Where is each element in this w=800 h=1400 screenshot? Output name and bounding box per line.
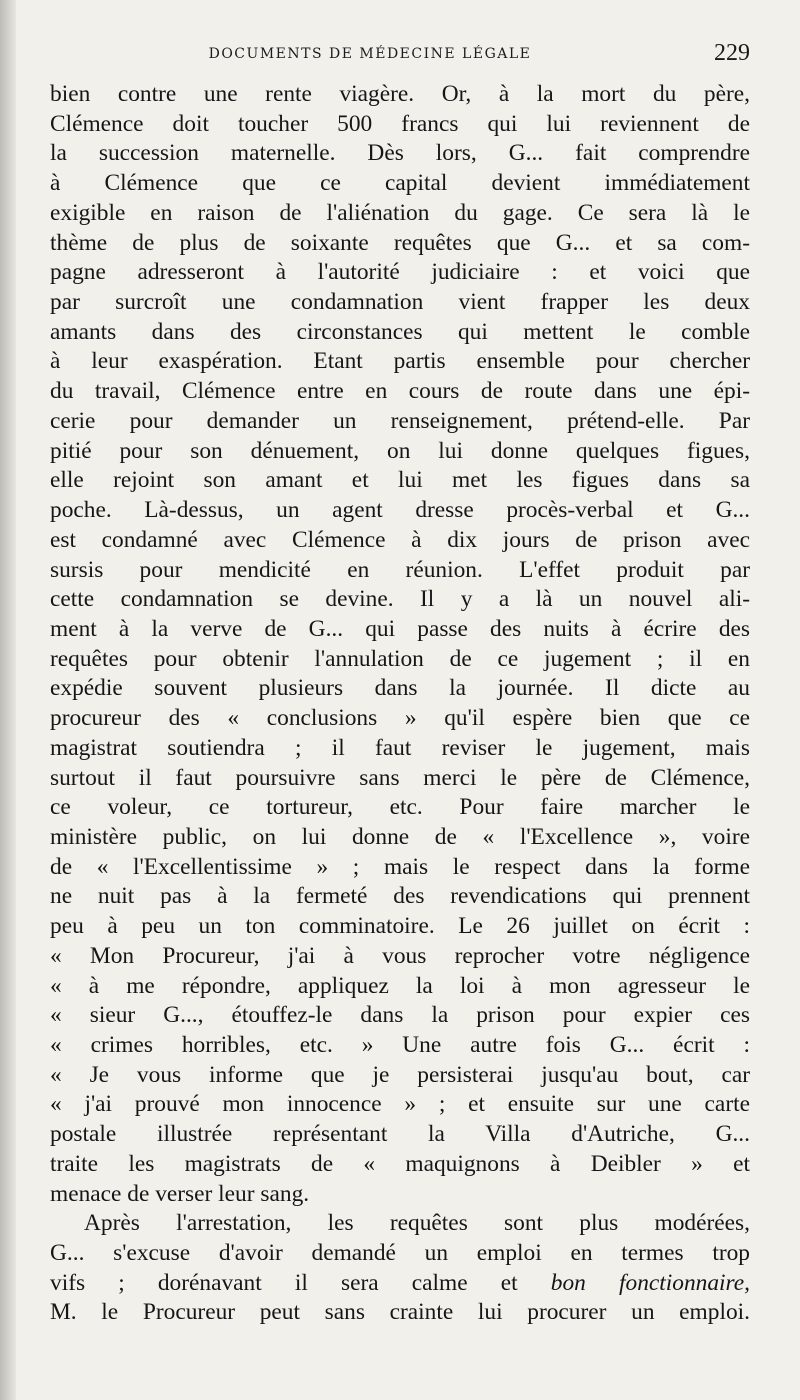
text-line: ministère public, on lui donne de « l'Excellence », voire <box>50 823 750 850</box>
text-line: « Mon Procureur, j'ai à vous reprocher votre négligence <box>50 942 750 969</box>
text-line: procureur des « conclusions » qu'il espère bien que ce <box>50 705 750 732</box>
text-line: du travail, Clémence entre en cours de route dans une épi- <box>50 378 750 405</box>
text-line: surtout il faut poursuivre sans merci le père de Clémence, <box>50 764 750 791</box>
text-line: elle rejoint son amant et lui met les figues dans sa <box>50 467 750 494</box>
text-line: expédie souvent plusieurs dans la journée. Il dicte au <box>50 675 750 702</box>
text-line: à Clémence que ce capital devient immédiatement <box>50 170 750 197</box>
text-line: cette condamnation se devine. Il y a là un nouvel ali- <box>50 586 750 613</box>
text-line: bien contre une rente viagère. Or, à la mort du père, <box>50 81 750 107</box>
text-line: ne nuit pas à la fermeté des revendications qui prennent <box>50 883 750 910</box>
text-line: cerie pour demander un renseignement, prétend-elle. Par <box>50 407 750 434</box>
text-line: poche. Là-dessus, un agent dresse procès-verbal et G... <box>50 497 750 524</box>
text-line: traite les magistrats de « maquignons à Deibler » et <box>50 1150 750 1177</box>
text-line: peu à peu un ton comminatoire. Le 26 juillet on écrit : <box>50 913 750 940</box>
text-line: sursis pour mendicité en réunion. L'effet produit par <box>50 556 750 583</box>
text-line-with-emphasis <box>50 1269 750 1299</box>
text-line: « crimes horribles, etc. » Une autre fois G... écrit : <box>50 1032 750 1058</box>
text-line: de « l'Excellentissime » ; mais le respect dans la forme <box>50 853 750 880</box>
text-line: thème de plus de soixante requêtes que G... et sa com- <box>50 229 750 256</box>
paragraph-2 <box>50 1209 750 1328</box>
text-line: Clémence doit toucher 500 francs qui lui reviennent de <box>50 110 750 137</box>
text-line: « sieur G..., étouffez-le dans la prison pour expier ces <box>50 1002 750 1029</box>
text-segment: vifs ; dorénavant il sera calme et <box>50 1269 518 1296</box>
text-line: M. le Procureur peut sans crainte lui procurer un emploi. <box>50 1299 750 1326</box>
text-line: « j'ai prouvé mon innocence » ; et ensuite sur une carte <box>50 1091 750 1118</box>
text-line: requêtes pour obtenir l'annulation de ce jugement ; il en <box>50 645 750 672</box>
text-line: pagne adresseront à l'autorité judiciaire : et voici que <box>50 259 750 286</box>
page-gutter-shadow <box>0 0 16 1400</box>
text-line: menace de verser leur sang. <box>50 1180 310 1207</box>
text-line: est condamné avec Clémence à dix jours de prison avec <box>50 526 750 553</box>
text-line: magistrat soutiendra ; il faut reviser le jugement, mais <box>50 734 750 761</box>
text-line: postale illustrée représentant la Villa d'Autriche, G... <box>50 1121 750 1148</box>
text-line: pitié pour son dénuement, on lui donne quelques figues, <box>50 437 750 464</box>
text-line: exigible en raison de l'aliénation du gage. Ce sera là le <box>50 199 750 226</box>
body-text <box>50 80 750 1328</box>
running-head-title: DOCUMENTS DE MÉDECINE LÉGALE <box>208 46 532 62</box>
text-line: à leur exaspération. Etant partis ensemble pour chercher <box>50 348 750 375</box>
text-line: amants dans des circonstances qui mettent le comble <box>50 318 750 345</box>
text-line: « à me répondre, appliquez la loi à mon agresseur le <box>50 972 750 999</box>
text-line: Après l'arrestation, les requêtes sont plus modérées, <box>84 1210 750 1237</box>
text-line: la succession maternelle. Dès lors, G... fait comprendre <box>50 140 750 167</box>
page-number: 229 <box>714 40 750 66</box>
paragraph-1 <box>50 80 750 1209</box>
text-line: ce voleur, ce tortureur, etc. Pour faire marcher le <box>50 794 750 821</box>
running-head <box>50 40 750 70</box>
text-line: ment à la verve de G... qui passe des nuits à écrire des <box>50 615 750 642</box>
text-line: par surcroît une condamnation vient frapper les deux <box>50 289 750 316</box>
text-line: G... s'excuse d'avoir demandé un emploi en termes trop <box>50 1240 750 1267</box>
italic-emphasis: bon fonctionnaire, <box>550 1269 751 1296</box>
text-line: « Je vous informe que je persisterai jusqu'au bout, car <box>50 1061 750 1088</box>
